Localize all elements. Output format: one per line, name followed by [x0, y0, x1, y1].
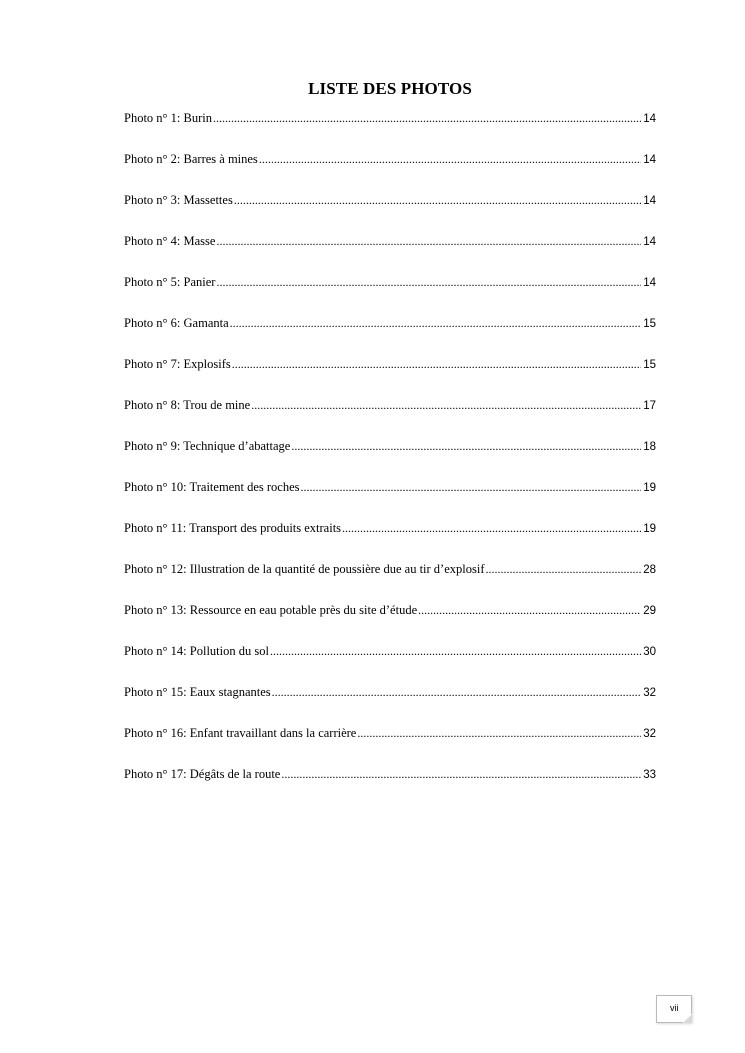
dot-leader [259, 150, 641, 168]
list-item[interactable] [124, 396, 656, 437]
list-item[interactable] [124, 683, 656, 724]
list-item[interactable] [124, 355, 656, 396]
entry-page-number: 14 [643, 195, 656, 207]
entry-label: Photo n° 3: Massettes [124, 193, 233, 207]
list-item[interactable] [124, 724, 656, 765]
folio-edge [691, 995, 692, 1014]
entry-page-number: 33 [643, 769, 656, 781]
list-item[interactable] [124, 601, 656, 642]
dot-leader [216, 232, 641, 250]
entry-label: Photo n° 7: Explosifs [124, 357, 231, 371]
entry-label: Photo n° 1: Burin [124, 111, 212, 125]
entry-label: Photo n° 16: Enfant travaillant dans la carrière [124, 726, 357, 740]
dot-leader [232, 355, 641, 373]
entry-page-number: 15 [643, 359, 656, 371]
dot-leader [234, 191, 641, 209]
entry-label: Photo n° 8: Trou de mine [124, 398, 251, 412]
entry-page-number: 14 [643, 154, 656, 166]
entry-page-number: 30 [643, 646, 656, 658]
entry-page-number: 14 [643, 113, 656, 125]
entry-page-number: 28 [643, 564, 656, 576]
entry-label: Photo n° 4: Masse [124, 234, 216, 248]
entry-label: Photo n° 2: Barres à mines [124, 152, 258, 166]
list-item[interactable] [124, 437, 656, 478]
entry-page-number: 17 [643, 400, 656, 412]
entry-label: Photo n° 12: Illustration de la quantité de poussière due au tir d’explosif [124, 562, 485, 576]
list-item[interactable] [124, 560, 656, 601]
list-item[interactable] [124, 765, 656, 806]
list-item[interactable] [124, 478, 656, 519]
list-item[interactable] [124, 314, 656, 355]
list-item[interactable] [124, 273, 656, 314]
dot-leader [272, 683, 642, 701]
dot-leader [270, 642, 641, 660]
dot-leader [418, 601, 641, 619]
dot-leader [216, 273, 641, 291]
photo-list [124, 109, 656, 806]
list-item[interactable] [124, 191, 656, 232]
dot-leader [485, 560, 641, 578]
list-item[interactable] [124, 232, 656, 273]
entry-page-number: 14 [643, 277, 656, 289]
entry-label: Photo n° 11: Transport des produits extraits [124, 521, 342, 535]
list-item[interactable] [124, 150, 656, 191]
entry-page-number: 18 [643, 441, 656, 453]
dot-leader [300, 478, 641, 496]
dot-leader [281, 765, 641, 783]
entry-page-number: 14 [643, 236, 656, 248]
dot-leader [251, 396, 641, 414]
entry-page-number: 19 [643, 523, 656, 535]
entry-label: Photo n° 17: Dégâts de la route [124, 767, 281, 781]
dot-leader [213, 109, 641, 127]
page-number-box [656, 995, 692, 1023]
dot-leader [357, 724, 641, 742]
list-item[interactable] [124, 642, 656, 683]
list-item[interactable] [124, 109, 656, 150]
list-item[interactable] [124, 519, 656, 560]
entry-label: Photo n° 6: Gamanta [124, 316, 229, 330]
entry-page-number: 15 [643, 318, 656, 330]
page-title: LISTE DES PHOTOS [308, 79, 472, 98]
dot-leader [291, 437, 641, 455]
entry-label: Photo n° 9: Technique d’abattage [124, 439, 291, 453]
page-number: vii [670, 1003, 679, 1013]
folio-edge [656, 1022, 683, 1023]
entry-label: Photo n° 10: Traitement des roches [124, 480, 300, 494]
entry-page-number: 32 [643, 687, 656, 699]
entry-page-number: 19 [643, 482, 656, 494]
entry-page-number: 29 [643, 605, 656, 617]
dot-leader [342, 519, 641, 537]
dot-leader [230, 314, 642, 332]
entry-label: Photo n° 13: Ressource en eau potable près du site d’étude [124, 603, 418, 617]
entry-label: Photo n° 5: Panier [124, 275, 216, 289]
entry-label: Photo n° 14: Pollution du sol [124, 644, 269, 658]
entry-page-number: 32 [643, 728, 656, 740]
entry-label: Photo n° 15: Eaux stagnantes [124, 685, 271, 699]
